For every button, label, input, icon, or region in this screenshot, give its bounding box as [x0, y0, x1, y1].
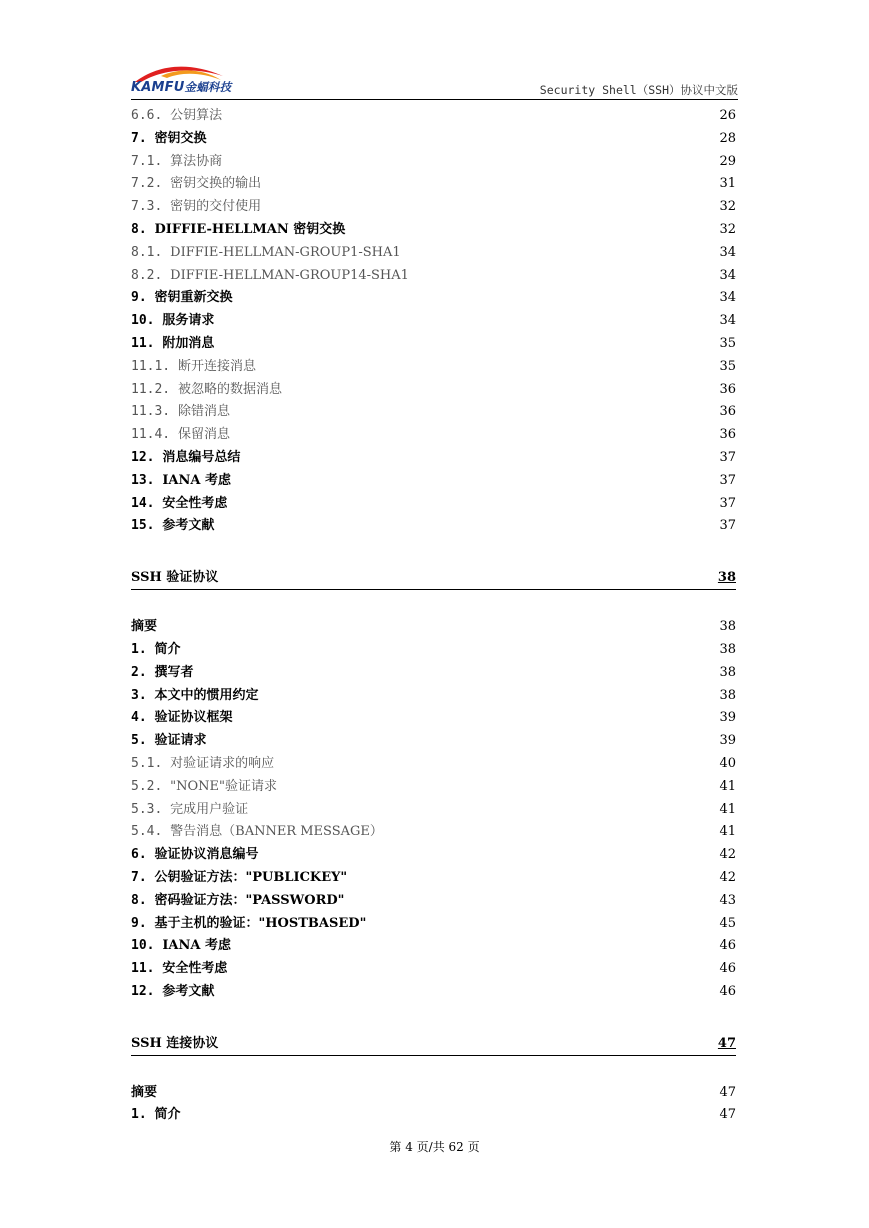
toc-entry[interactable] [131, 287, 736, 310]
toc-entry[interactable] [131, 707, 736, 730]
section-auth-title: SSH 验证协议 [131, 570, 219, 586]
toc-entry-title [131, 799, 248, 822]
toc-entry[interactable] [131, 776, 736, 799]
toc-entry-title [131, 730, 207, 753]
toc-entry-page: 29 [719, 153, 736, 169]
toc-entry-page: 34 [719, 244, 736, 260]
toc-entry-page: 41 [719, 778, 736, 794]
toc-entry-number: 11.4. [131, 427, 178, 443]
toc-entry-number: 10. [131, 313, 163, 329]
toc-entry-title [131, 333, 214, 356]
toc-entry-page: 37 [719, 472, 736, 488]
toc-entry[interactable] [131, 730, 736, 753]
toc-entry-page: 46 [719, 961, 736, 977]
toc-entry[interactable] [131, 867, 736, 890]
toc-entry-text: 对验证请求的响应 [170, 755, 275, 771]
toc-entry[interactable] [131, 470, 736, 493]
toc-entry-text: DIFFIE-HELLMAN-GROUP1-SHA1 [170, 244, 401, 260]
toc-entry[interactable] [131, 935, 736, 958]
toc-entry[interactable] [131, 685, 736, 708]
toc-entry-title [131, 867, 347, 890]
toc-entry-title [131, 151, 222, 174]
toc-entry-text: 参考文献 [162, 518, 215, 534]
toc-entry-number: 5. [131, 733, 155, 749]
toc-entry-number: 9. [131, 290, 155, 306]
section-conn-page: 47 [717, 1035, 736, 1051]
toc-entry-number: 1. [131, 1107, 155, 1123]
toc-entry-number: 11.2. [131, 381, 178, 397]
toc-entry-number: 2. [131, 664, 155, 680]
toc-entry-text: 被忽略的数据消息 [177, 381, 282, 397]
toc-entry-page: 36 [719, 381, 736, 397]
toc-entry-number: 10. [131, 938, 163, 954]
toc-transport-entries [131, 105, 736, 538]
table-of-contents [131, 105, 736, 1127]
toc-entry-title [131, 913, 366, 936]
toc-entry-title [131, 707, 233, 730]
toc-entry-number: 15. [131, 518, 163, 534]
toc-entry-title [131, 219, 345, 242]
toc-entry-text: 公钥验证方法："PUBLICKEY" [154, 869, 348, 885]
toc-entry-text: IANA 考虑 [162, 938, 231, 954]
toc-entry-number: 7.2. [131, 176, 171, 192]
toc-entry-number: 14. [131, 495, 163, 511]
toc-entry-text: 密钥重新交换 [154, 290, 233, 306]
kamfu-logo [131, 62, 232, 98]
toc-entry-page: 40 [719, 755, 736, 771]
toc-entry-number: 1. [131, 641, 155, 657]
toc-entry-title [131, 128, 207, 151]
toc-entry-number: 11.3. [131, 404, 178, 420]
toc-entry[interactable] [131, 1104, 736, 1127]
toc-entry-text: 参考文献 [162, 983, 215, 999]
toc-entry-number: 4. [131, 710, 155, 726]
toc-entry-title [131, 981, 214, 1004]
toc-entry-text: 保留消息 [177, 427, 230, 443]
toc-entry-page: 37 [719, 495, 736, 511]
toc-entry-title [131, 753, 274, 776]
toc-entry-title [131, 890, 344, 913]
toc-entry-text: 验证协议消息编号 [154, 847, 259, 863]
toc-entry-title [131, 493, 227, 516]
toc-entry-page: 38 [719, 664, 736, 680]
toc-entry[interactable] [131, 1082, 736, 1105]
document-header-title: Security Shell（SSH）协议中文版 [539, 83, 738, 97]
toc-entry-text: 算法协商 [170, 153, 223, 169]
toc-entry-number: 6. [131, 847, 155, 863]
toc-entry[interactable] [131, 821, 736, 844]
toc-entry-title [131, 776, 277, 799]
toc-entry-title [131, 821, 383, 844]
toc-entry-text: 完成用户验证 [170, 801, 249, 817]
toc-entry-page: 42 [719, 869, 736, 885]
toc-entry[interactable] [131, 173, 736, 196]
toc-entry[interactable] [131, 447, 736, 470]
toc-entry-number: 5.1. [131, 755, 171, 771]
toc-entry-title [131, 196, 261, 219]
toc-entry-number: 7. [131, 869, 155, 885]
toc-entry-page: 35 [719, 358, 736, 374]
toc-entry-title [131, 173, 261, 196]
toc-entry-text: 本文中的惯用约定 [154, 687, 259, 703]
toc-entry[interactable] [131, 265, 736, 288]
toc-entry[interactable] [131, 799, 736, 822]
toc-entry-page: 32 [719, 199, 736, 215]
toc-entry-text: 简介 [154, 1107, 181, 1123]
toc-entry-title [131, 1104, 181, 1127]
toc-entry[interactable] [131, 379, 736, 402]
toc-entry-number: 7.3. [131, 199, 171, 215]
toc-entry-page: 43 [719, 892, 736, 908]
toc-entry-text: 除错消息 [177, 404, 230, 420]
toc-entry-number: 3. [131, 687, 155, 703]
toc-entry-number: 7. [131, 130, 155, 146]
toc-entry-page: 39 [719, 710, 736, 726]
toc-entry-text: 安全性考虑 [162, 961, 228, 977]
toc-entry-number: 11. [131, 961, 163, 977]
toc-entry-title [131, 356, 256, 379]
header-divider [131, 99, 738, 100]
toc-entry[interactable] [131, 753, 736, 776]
toc-entry-page: 34 [719, 267, 736, 283]
toc-entry-page: 47 [719, 1107, 736, 1123]
toc-entry-text: 消息编号总结 [162, 449, 241, 465]
toc-entry[interactable] [131, 639, 736, 662]
toc-entry[interactable] [131, 333, 736, 356]
toc-auth-entries [131, 616, 736, 1004]
toc-entry-text: 摘要 [131, 1084, 158, 1100]
toc-entry-title [131, 958, 227, 981]
toc-entry-page: 47 [719, 1084, 736, 1100]
section-auth-page: 38 [717, 570, 736, 586]
toc-entry-page: 45 [719, 915, 736, 931]
toc-entry-text: 验证请求 [154, 733, 207, 749]
toc-entry-title [131, 447, 240, 470]
toc-entry-text: 验证协议框架 [154, 710, 233, 726]
toc-entry-text: 密码验证方法："PASSWORD" [154, 892, 345, 908]
toc-entry-page: 37 [719, 449, 736, 465]
toc-entry-page: 42 [719, 847, 736, 863]
toc-section-auth[interactable] [131, 567, 736, 590]
toc-entry[interactable] [131, 219, 736, 242]
toc-entry[interactable] [131, 105, 736, 128]
toc-entry-title [131, 685, 259, 708]
toc-entry-title [131, 935, 231, 958]
toc-entry-number: 8.1. [131, 244, 171, 260]
toc-entry[interactable] [131, 616, 736, 639]
toc-entry-title [131, 844, 259, 867]
toc-entry[interactable] [131, 128, 736, 151]
toc-entry-page: 37 [719, 518, 736, 534]
toc-entry[interactable] [131, 913, 736, 936]
logo-text: KAMFU [131, 80, 185, 95]
toc-entry-page: 38 [719, 687, 736, 703]
toc-entry[interactable] [131, 662, 736, 685]
toc-entry-text: DIFFIE-HELLMAN-GROUP14-SHA1 [170, 267, 409, 283]
toc-entry-title [131, 616, 157, 639]
toc-entry-title [131, 265, 409, 288]
toc-entry-text: IANA 考虑 [162, 472, 231, 488]
toc-entry-page: 26 [719, 108, 736, 123]
toc-entry[interactable] [131, 401, 736, 424]
toc-entry[interactable] [131, 242, 736, 265]
toc-entry-page: 32 [719, 221, 736, 237]
toc-entry-title [131, 470, 231, 493]
toc-entry-text: 密钥的交付使用 [170, 199, 262, 215]
toc-entry-text: "NONE"验证请求 [170, 778, 277, 794]
toc-entry[interactable] [131, 310, 736, 333]
toc-entry-number: 7.1. [131, 153, 171, 169]
toc-entry[interactable] [131, 493, 736, 516]
toc-entry-page: 41 [719, 824, 736, 840]
toc-entry-text: 摘要 [131, 619, 158, 635]
toc-entry-title [131, 287, 233, 310]
toc-entry-number: 13. [131, 472, 163, 488]
toc-entry-page: 38 [719, 619, 736, 635]
toc-entry[interactable] [131, 890, 736, 913]
toc-entry[interactable] [131, 356, 736, 379]
toc-entry[interactable] [131, 958, 736, 981]
toc-entry-number: 8. [131, 221, 155, 237]
toc-entry[interactable] [131, 844, 736, 867]
toc-entry[interactable] [131, 424, 736, 447]
toc-entry[interactable] [131, 515, 736, 538]
toc-entry-number: 12. [131, 449, 163, 465]
toc-entry[interactable] [131, 196, 736, 219]
toc-entry-page: 46 [719, 983, 736, 999]
toc-entry-title [131, 1082, 157, 1105]
page-footer: 第 4 页/共 62 页 [389, 1140, 480, 1154]
toc-entry-title [131, 424, 230, 447]
toc-entry-title [131, 242, 401, 265]
toc-entry-number: 9. [131, 915, 155, 931]
toc-entry-page: 36 [719, 404, 736, 420]
toc-entry-text: 安全性考虑 [162, 495, 228, 511]
toc-entry-text: 撰写者 [154, 664, 194, 680]
toc-conn-entries [131, 1082, 736, 1128]
toc-entry-page: 34 [719, 290, 736, 306]
toc-entry-page: 34 [719, 313, 736, 329]
toc-section-conn[interactable] [131, 1033, 736, 1056]
toc-entry-page: 46 [719, 938, 736, 954]
toc-entry-title [131, 379, 282, 402]
toc-entry-number: 5.4. [131, 824, 171, 840]
toc-entry-title [131, 639, 181, 662]
toc-entry-number: 8.2. [131, 267, 171, 283]
toc-entry-title [131, 401, 230, 424]
toc-entry-text: 断开连接消息 [177, 358, 256, 374]
toc-entry-page: 39 [719, 733, 736, 749]
toc-entry-text: 警告消息（BANNER MESSAGE） [170, 824, 383, 840]
toc-entry-page: 41 [719, 801, 736, 817]
toc-entry-text: 简介 [154, 641, 181, 657]
toc-entry-page: 38 [719, 641, 736, 657]
toc-entry-number: 11. [131, 335, 163, 351]
toc-entry-number: 6.6. [131, 108, 171, 123]
toc-entry-number: 5.2. [131, 778, 171, 794]
toc-entry-title [131, 515, 214, 538]
toc-entry-page: 28 [719, 130, 736, 146]
toc-entry-page: 31 [719, 176, 736, 192]
toc-entry-page: 36 [719, 427, 736, 443]
toc-entry-text: 服务请求 [162, 313, 215, 329]
toc-entry-page: 35 [719, 335, 736, 351]
section-conn-title: SSH 连接协议 [131, 1035, 219, 1051]
toc-entry-number: 12. [131, 983, 163, 999]
toc-entry-text: 公钥算法 [170, 108, 223, 123]
toc-entry-title [131, 310, 214, 333]
toc-entry-number: 5.3. [131, 801, 171, 817]
toc-entry-number: 8. [131, 892, 155, 908]
toc-entry[interactable] [131, 981, 736, 1004]
toc-entry-text: 附加消息 [162, 335, 215, 351]
toc-entry-text: 密钥交换的输出 [170, 176, 262, 192]
toc-entry-text: 基于主机的验证："HOSTBASED" [154, 915, 367, 931]
toc-entry-title [131, 105, 222, 128]
toc-entry-text: DIFFIE-HELLMAN 密钥交换 [154, 221, 346, 237]
toc-entry-title [131, 662, 194, 685]
toc-entry-text: 密钥交换 [154, 130, 207, 146]
logo-cn-text: 金蝠科技 [184, 80, 232, 94]
toc-entry-number: 11.1. [131, 358, 178, 374]
toc-entry[interactable] [131, 151, 736, 174]
